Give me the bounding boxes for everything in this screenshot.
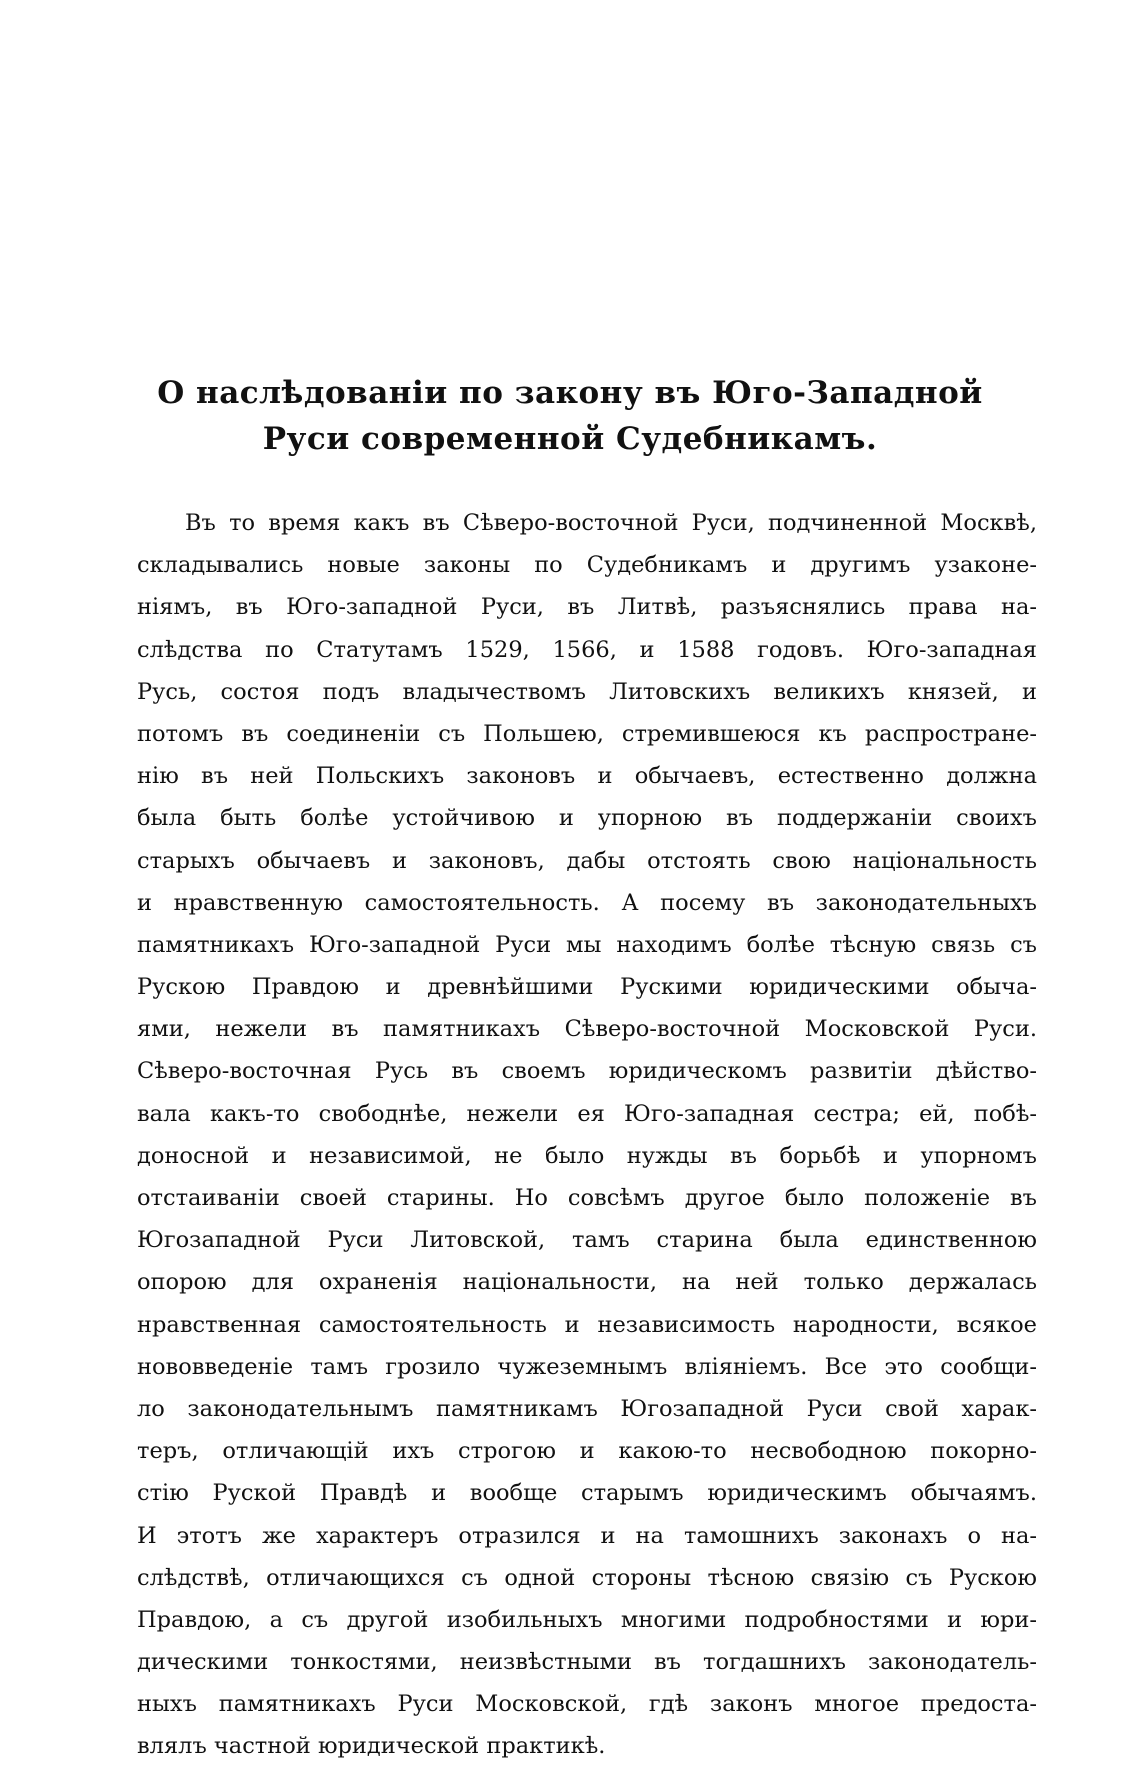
text-line: опорою для охраненія національности, на ней только держалась: [137, 1269, 1037, 1296]
text-line: теръ, отличающій ихъ строгою и какою-то несвободною покорно-: [137, 1438, 1037, 1465]
text-line: Русь, состоя подъ владычествомъ Литовскихъ великихъ князей, и: [137, 678, 1037, 705]
text-line: складывались новые законы по Судебникамъ и другимъ узаконе-: [137, 552, 1037, 579]
title-line: Руси современной Судебникамъ.: [262, 421, 878, 457]
text-line: Югозападной Руси Литовской, тамъ старина была единственною: [137, 1227, 1037, 1254]
text-line: слѣдствѣ, отличающихся съ одной стороны тѣсною связію съ Рускою: [137, 1564, 1037, 1591]
text-line: влялъ частной юридической практикѣ.: [137, 1733, 606, 1760]
text-line: памятникахъ Юго-западной Руси мы находимъ болѣе тѣсную связь съ: [137, 931, 1037, 958]
text-line: вала какъ-то свободнѣе, нежели ея Юго-западная сестра; ей, побѣ-: [137, 1100, 1037, 1127]
text-line: нововведеніе тамъ грозило чужеземнымъ вліяніемъ. Все это сообщи-: [137, 1353, 1037, 1380]
text-line: Правдою, а съ другой изобильныхъ многими подробностями и юри-: [137, 1606, 1037, 1633]
text-line: И этотъ же характеръ отразился и на тамошнихъ законахъ о на-: [137, 1522, 1037, 1549]
title-line: О наслѣдованіи по закону въ Юго-Западной: [157, 375, 983, 411]
text-line: ями, нежели въ памятникахъ Сѣверо-восточной Московской Руси.: [137, 1016, 1037, 1043]
text-line: стію Руской Правдѣ и вообще старымъ юридическимъ обычаямъ.: [137, 1480, 1037, 1507]
text-line: ныхъ памятникахъ Руси Московской, гдѣ законъ многое предоста-: [137, 1691, 1037, 1718]
text-line: нію въ ней Польскихъ законовъ и обычаевъ, естественно должна: [137, 763, 1037, 790]
body-paragraph: [137, 502, 1037, 1768]
text-line: ніямъ, въ Юго-западной Руси, въ Литвѣ, разъяснялись права на-: [137, 594, 1037, 621]
text-line: нравственная самостоятельность и независимость народности, всякое: [137, 1311, 1037, 1338]
text-line: Въ то время какъ въ Сѣверо-восточной Руси, подчиненной Москвѣ,: [185, 510, 1037, 536]
text-line: и нравственную самостоятельность. А посему въ законодательныхъ: [137, 889, 1037, 916]
text-line: старыхъ обычаевъ и законовъ, дабы отстоять свою національность: [137, 847, 1037, 874]
text-line: Сѣверо-восточная Русь въ своемъ юридическомъ развитіи дѣйство-: [137, 1058, 1037, 1085]
text-line: слѣдства по Статутамъ 1529, 1566, и 1588 годовъ. Юго-западная: [137, 636, 1037, 663]
text-line: Рускою Правдою и древнѣйшими Рускими юридическими обыча-: [137, 974, 1037, 1001]
text-line: дическими тонкостями, неизвѣстными въ тогдашнихъ законодатель-: [137, 1649, 1037, 1676]
text-line: доносной и независимой, не было нужды въ борьбѣ и упорномъ: [137, 1142, 1037, 1169]
text-line: ло законодательнымъ памятникамъ Югозападной Руси свой харак-: [137, 1395, 1037, 1422]
text-line: потомъ въ соединеніи съ Польшею, стремившеюся къ распростране-: [137, 720, 1037, 747]
chapter-title: [130, 370, 1010, 462]
text-line: была быть болѣе устойчивою и упорною въ поддержаніи своихъ: [137, 805, 1037, 832]
text-line: отстаиваніи своей старины. Но совсѣмъ другое было положеніе въ: [137, 1185, 1037, 1211]
